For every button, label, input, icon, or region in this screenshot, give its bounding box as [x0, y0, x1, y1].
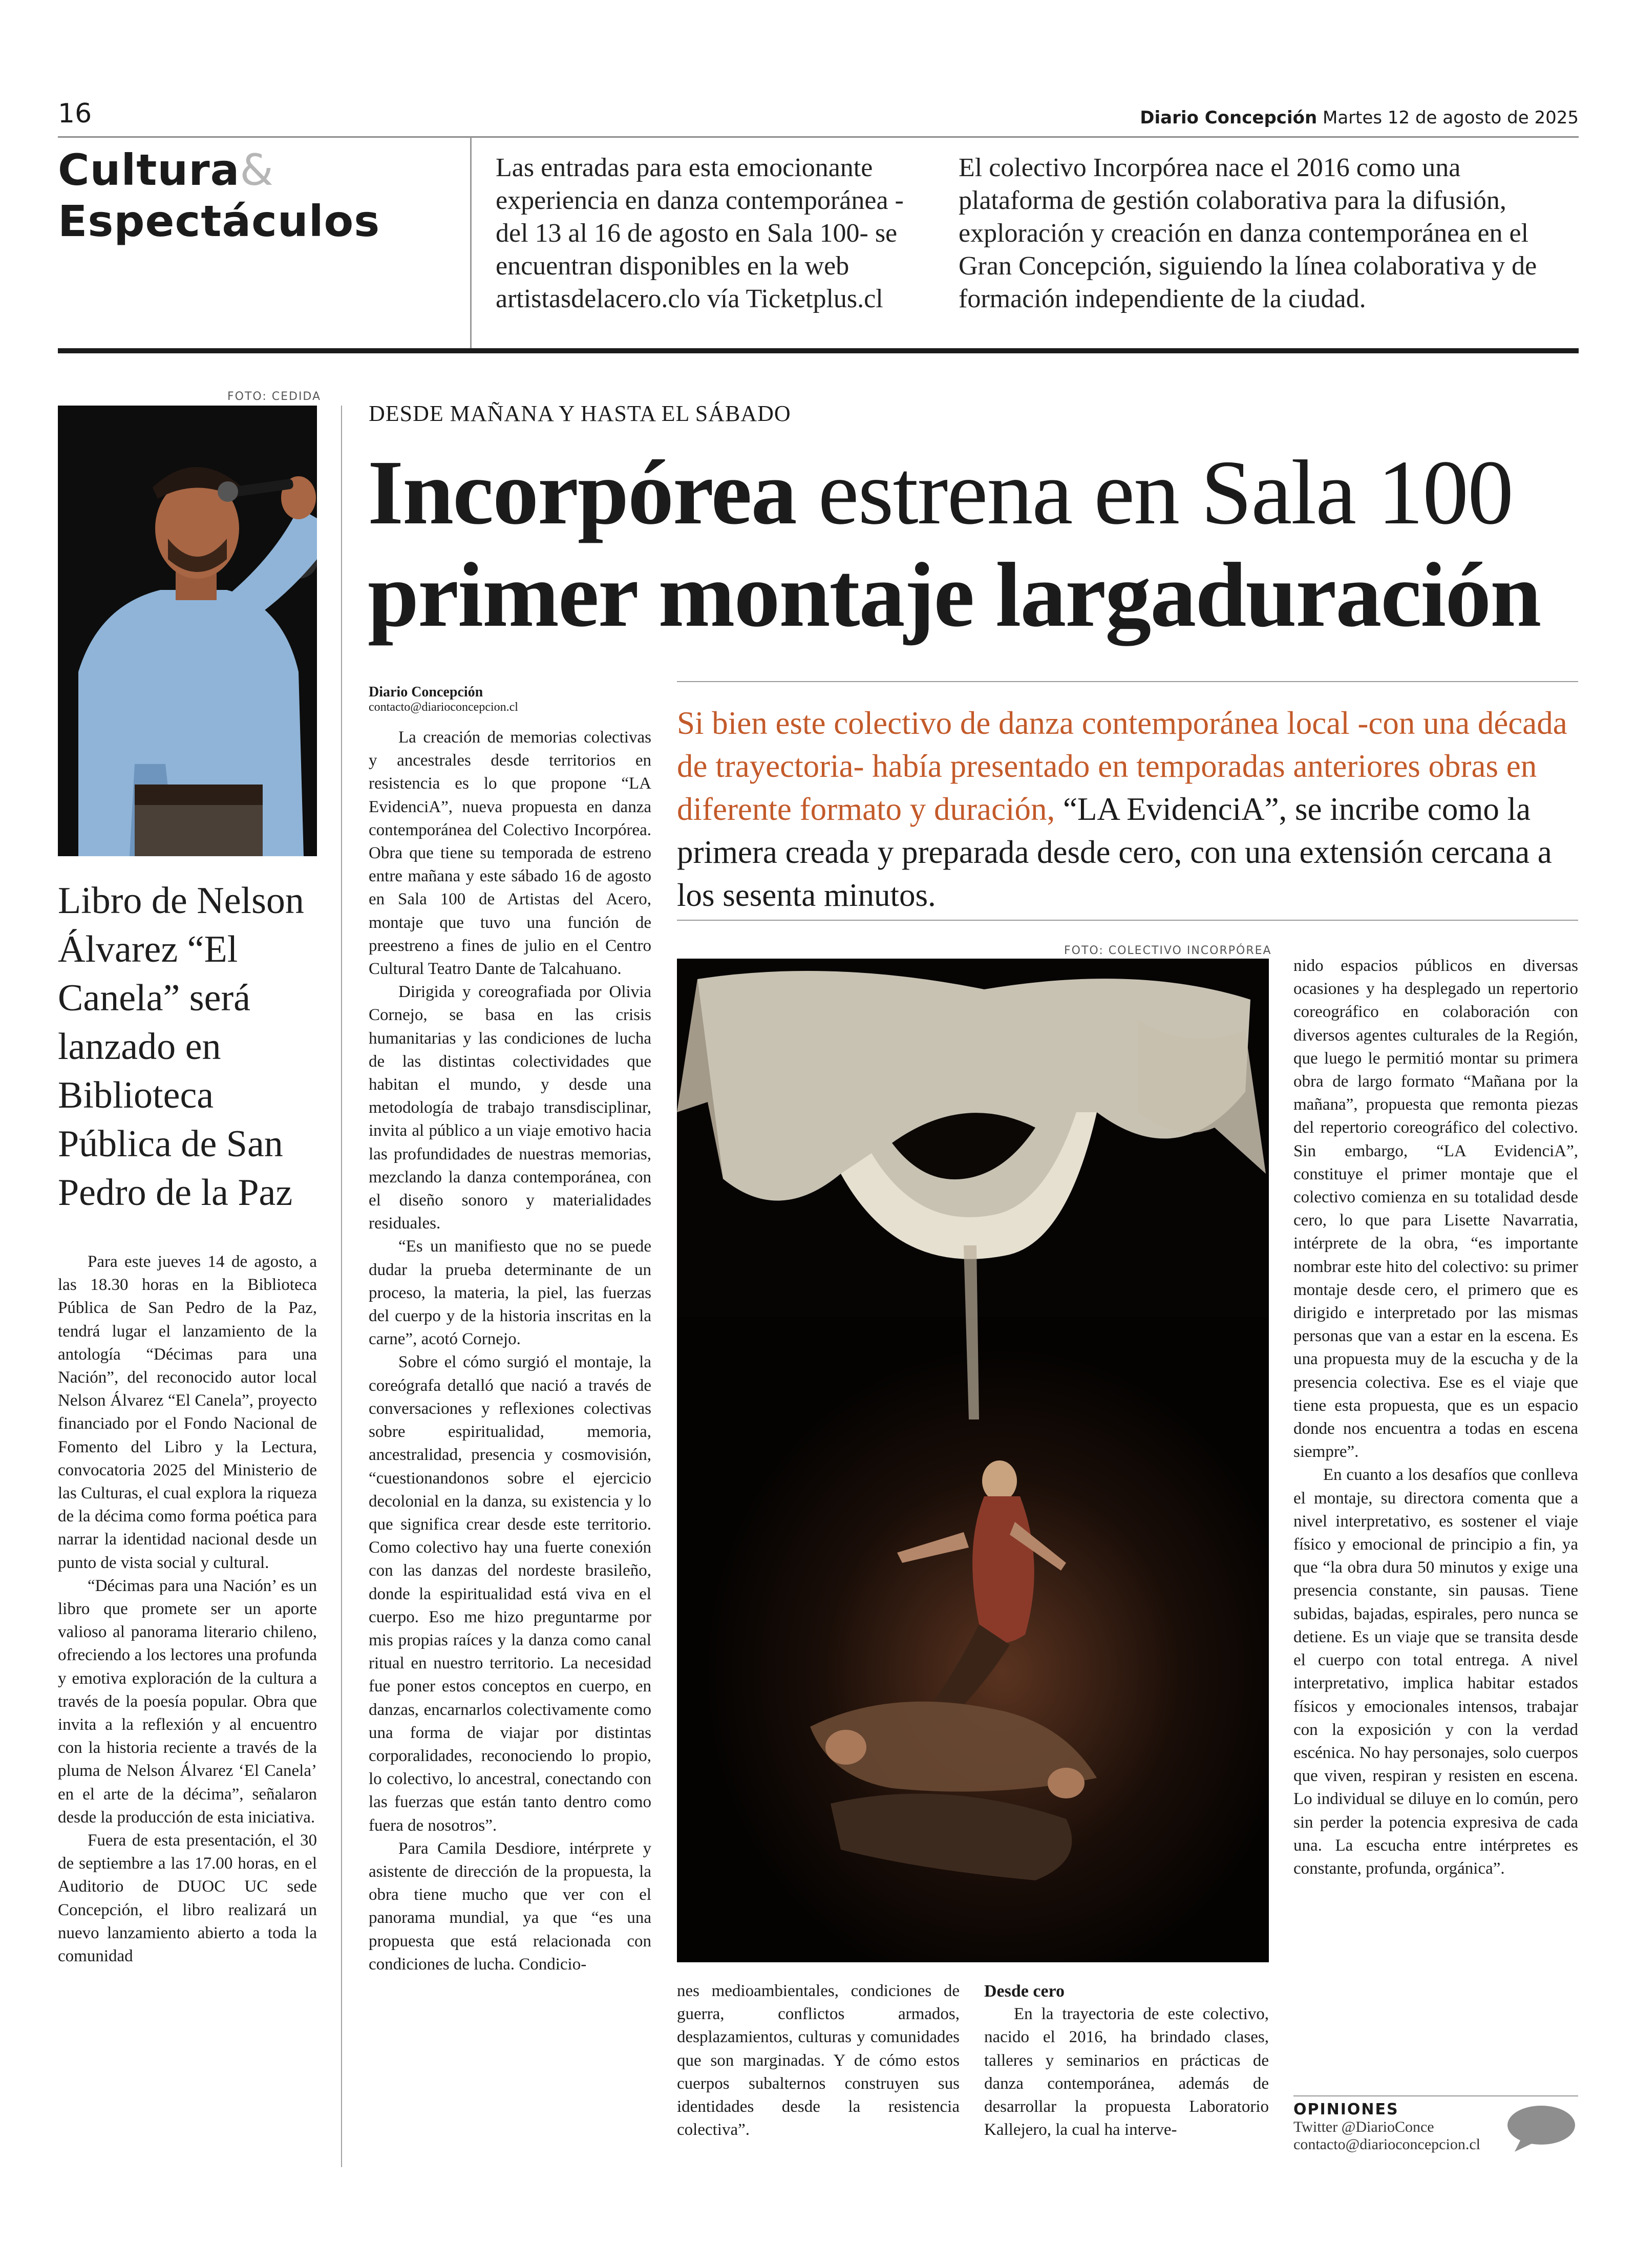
- sidebar-paragraph: “Décimas para una Nación’ es un libro que promete ser un aporte valioso al panorama literario chileno, ofreciendo a los lectores una profunda y emotiva exploración de la cultura a través de la poesía popular. Obra que invita a la reflexión y al encuentro con la historia reciente a través de la pluma de Nelson Álvarez ‘El Canela’ en el arte de la décima”, señalaron desde la producción de esta iniciativa.: [58, 1576, 317, 1827]
- main-photo-credit: FOTO: COLECTIVO INCORPÓREA: [1064, 944, 1272, 957]
- section-name-1: Cultura: [58, 145, 240, 195]
- section-title: [58, 144, 380, 247]
- speech-bubble-icon: [1505, 2104, 1577, 2155]
- singer-portrait-image: [58, 406, 317, 856]
- sidebar-photo-credit: FOTO: CEDIDA: [227, 390, 322, 403]
- page-number: 16: [58, 98, 92, 129]
- article-headline: [368, 441, 1540, 646]
- article-paragraph: “Es un manifiesto que no se puede dudar la prueba determinante de un proceso, la materia, la piel, las fuerzas del cuerpo y de la historia inscritas en la carne”, acotó Cornejo.: [369, 1237, 651, 1349]
- article-paragraph: En la trayectoria de este colectivo, nacido el 2016, ha brindado clases, talleres y seminarios en prácticas de danza contemporánea, además de desarrollar la propuesta Laboratorio Kallejero, la cual ha interve-: [984, 2005, 1269, 2139]
- opinions-email[interactable]: contacto@diarioconcepcion.cl: [1293, 2136, 1480, 2153]
- dek-accent: Si bien este colectivo de danza contemporánea local -con una década de trayectoria- había presentado en temporadas anteriores obras en diferente formato y duración,: [677, 705, 1567, 827]
- article-column-2: [677, 1980, 960, 2142]
- byline: [369, 684, 563, 714]
- sidebar-divider: [341, 406, 342, 2167]
- opinions-title: OPINIONES: [1293, 2101, 1399, 2118]
- headline-rest: estrena en Sala 100: [796, 441, 1513, 543]
- opinions-box: [1293, 2101, 1508, 2153]
- article-column-4: [1293, 955, 1578, 1880]
- opinions-rule: [1293, 2095, 1578, 2096]
- section-ampersand: &: [240, 145, 274, 195]
- dek-bottom-rule: [677, 920, 1578, 921]
- article-column-3: [984, 1980, 1269, 2142]
- sidebar-photo: [58, 406, 317, 856]
- header-divider: [470, 137, 472, 348]
- byline-email: contacto@diarioconcepcion.cl: [369, 701, 518, 714]
- opinions-twitter[interactable]: Twitter @DiarioConce: [1293, 2118, 1434, 2135]
- sidebar-body: [58, 1250, 317, 1968]
- headline-line-2: primer montaje largaduración: [368, 544, 1541, 646]
- sidebar-paragraph: Fuera de esta presentación, el 30 de septiembre a las 17.00 horas, en el Auditorio de DUOC UC sede Concepción, el libro realizará un nuevo lanzamiento abierto a toda la comunidad: [58, 1831, 317, 1966]
- newspaper-name: Diario Concepción: [1140, 108, 1318, 128]
- sidebar-headline: Libro de Nelson Álvarez “El Canela” será lanzado en Biblioteca Pública de San Pedro de la Paz: [58, 880, 304, 1214]
- promo-collective: El colectivo Incorpórea nace el 2016 como una plataforma de gestión colaborativa para la difusión, exploración y creación en danza contemporánea en el Gran Concepción, siguiendo la línea colaborativa y de formación independiente de la ciudad.: [959, 153, 1537, 313]
- byline-name: Diario Concepción: [369, 684, 483, 700]
- top-rule: [58, 136, 1579, 138]
- section-name-2: Espectáculos: [58, 196, 380, 246]
- issue-date: Martes 12 de agosto de 2025: [1322, 108, 1579, 128]
- dek-rest: “LA EvidenciA”, se incribe como la primera creada y preparada desde cero, con una extensión cercana a los sesenta minutos.: [677, 791, 1552, 913]
- dance-performance-image: [677, 959, 1269, 1962]
- header-thick-rule: [58, 348, 1579, 353]
- main-photo: [677, 959, 1269, 1962]
- article-paragraph: nes medioambientales, condiciones de guerra, conflictos armados, desplazamientos, culturas y comunidades que son marginadas. Y de cómo estos cuerpos subalternos construyen sus identidades desde la resistencia colectiva”.: [677, 1982, 960, 2139]
- promo-tickets: Las entradas para esta emocionante experiencia en danza contemporánea -del 13 al 16 de agosto en Sala 100- se encuentran disponibles en la web artistasdelacero.clo vía Ticketplus.cl: [496, 153, 904, 313]
- article-dek: [677, 702, 1582, 917]
- sidebar-paragraph: Para este jueves 14 de agosto, a las 18.30 horas en la Biblioteca Pública de San Pedro de la Paz, tendrá lugar el lanzamiento de la antología “Décimas para una Nación”, del reconocido autor local Nelson Álvarez “El Canela”, proyecto financiado por el Fondo Nacional de Fomento del Libro y la Lectura, convocatoria 2025 del Ministerio de las Culturas, el cual explora la riqueza de la décima como forma poética para narrar la identidad nacional desde un punto de vista social y cultural.: [58, 1253, 317, 1572]
- masthead: [1140, 108, 1579, 128]
- subhead-desde-cero: Desde cero: [984, 1982, 1065, 2001]
- article-paragraph: Dirigida y coreografiada por Olivia Cornejo, se basa en las crisis humanitarias y las condiciones de lucha de las distintas colectividades que habitan el mundo, y desde una metodología de trabajo transdisciplinar, invita al público a un viaje emotivo hacia las profundidades de nuestras memorias, mezclando la danza contemporánea, con el diseño sonoro y materialidades residuales.: [369, 983, 651, 1233]
- headline-bold: Incorpórea: [368, 441, 796, 543]
- dek-top-rule: [677, 681, 1578, 682]
- article-paragraph: Para Camila Desdiore, intérprete y asistente de dirección de la propuesta, la obra tiene mucho que ver con el panorama mundial, ya que “es una propuesta que está relacionada con condiciones de lucha. Condicio-: [369, 1839, 651, 1974]
- article-column-1: [369, 726, 651, 1976]
- article-paragraph: Sobre el cómo surgió el montaje, la coreógrafa detalló que nació a través de conversaciones y reflexiones colectivas sobre espiritualidad, memoria, ancestralidad, presencia y cosmovisión, “cuestionandonos sobre el ejercicio decolonial en la danza, su existencia y lo que significa crear desde este territorio. Como colectivo hay una fuerte conexión con las danzas del nordeste brasileño, donde la espiritualidad está viva en el cuerpo. Eso me hizo preguntarme por mis propias raíces y la danza como canal ritual en nuestro territorio. La necesidad fue poner estos conceptos en cuerpo, en danzas, encarnarlos colectivamente como una forma de viajar por distintas corporalidades, reconociendo lo propio, lo colectivo, lo ancestral, conectando con las fuerzas que están tanto dentro como fuera de nosotros”.: [369, 1353, 651, 1835]
- article-paragraph: En cuanto a los desafíos que conlleva el montaje, su directora comenta que a nivel interpretativo, es sostener el viaje físico y emocional de principio a fin, ya que “la obra dura 50 minutos y exige una presencia constante, sin pausas. Tiene subidas, bajadas, espirales, pero nunca se detiene. Es un viaje que se transita desde el cuerpo con total entrega. A nivel interpretativo, implica habitar estados físicos y emocionales intensos, trabajar con la exposición y con la verdad escénica. No hay personajes, solo cuerpos que viven, respiran y resisten en escena. Lo individual se diluye en lo común, pero sin perder la potencia expresiva de cada una. La escucha entre intérpretes es constante, profunda, orgánica”.: [1293, 1466, 1578, 1878]
- article-paragraph: nido espacios públicos en diversas ocasiones y ha desplegado un repertorio coreográfico en colaboración con diversos agentes culturales de la Región, que luego le permitió montar su primera obra de largo formato “Mañana por la mañana”, propuesta que remonta piezas del repertorio coreográfico del colectivo. Sin embargo, “LA EvidenciA”, constituye el primer montaje que el colectivo comienza en su totalidad desde cero, lo que para Lisette Navarratia, intérprete de la obra, “es importante nombrar este hito del colectivo: su primer montaje desde cero, el primero que es dirigido e interpretado por las mismas personas que van a estar en la escena. Es una propuesta muy de la escucha y de la presencia colectiva. Ese es el viaje que tiene esta propuesta, que es un espacio donde nos encuentra a todas en escena siempre”.: [1293, 957, 1578, 1461]
- article-kicker: DESDE MAÑANA Y HASTA EL SÁBADO: [369, 401, 791, 426]
- article-paragraph: La creación de memorias colectivas y ancestrales desde territorios en resistencia es lo que propone “LA EvidenciA”, nueva propuesta en danza contemporánea del Colectivo Incorpórea. Obra que tiene su temporada de estreno entre mañana y este sábado 16 de agosto en Sala 100 de Artistas del Acero, montaje que tuvo una función de preestreno a fines de julio en el Centro Cultural Teatro Dante de Talcahuano.: [369, 728, 651, 979]
